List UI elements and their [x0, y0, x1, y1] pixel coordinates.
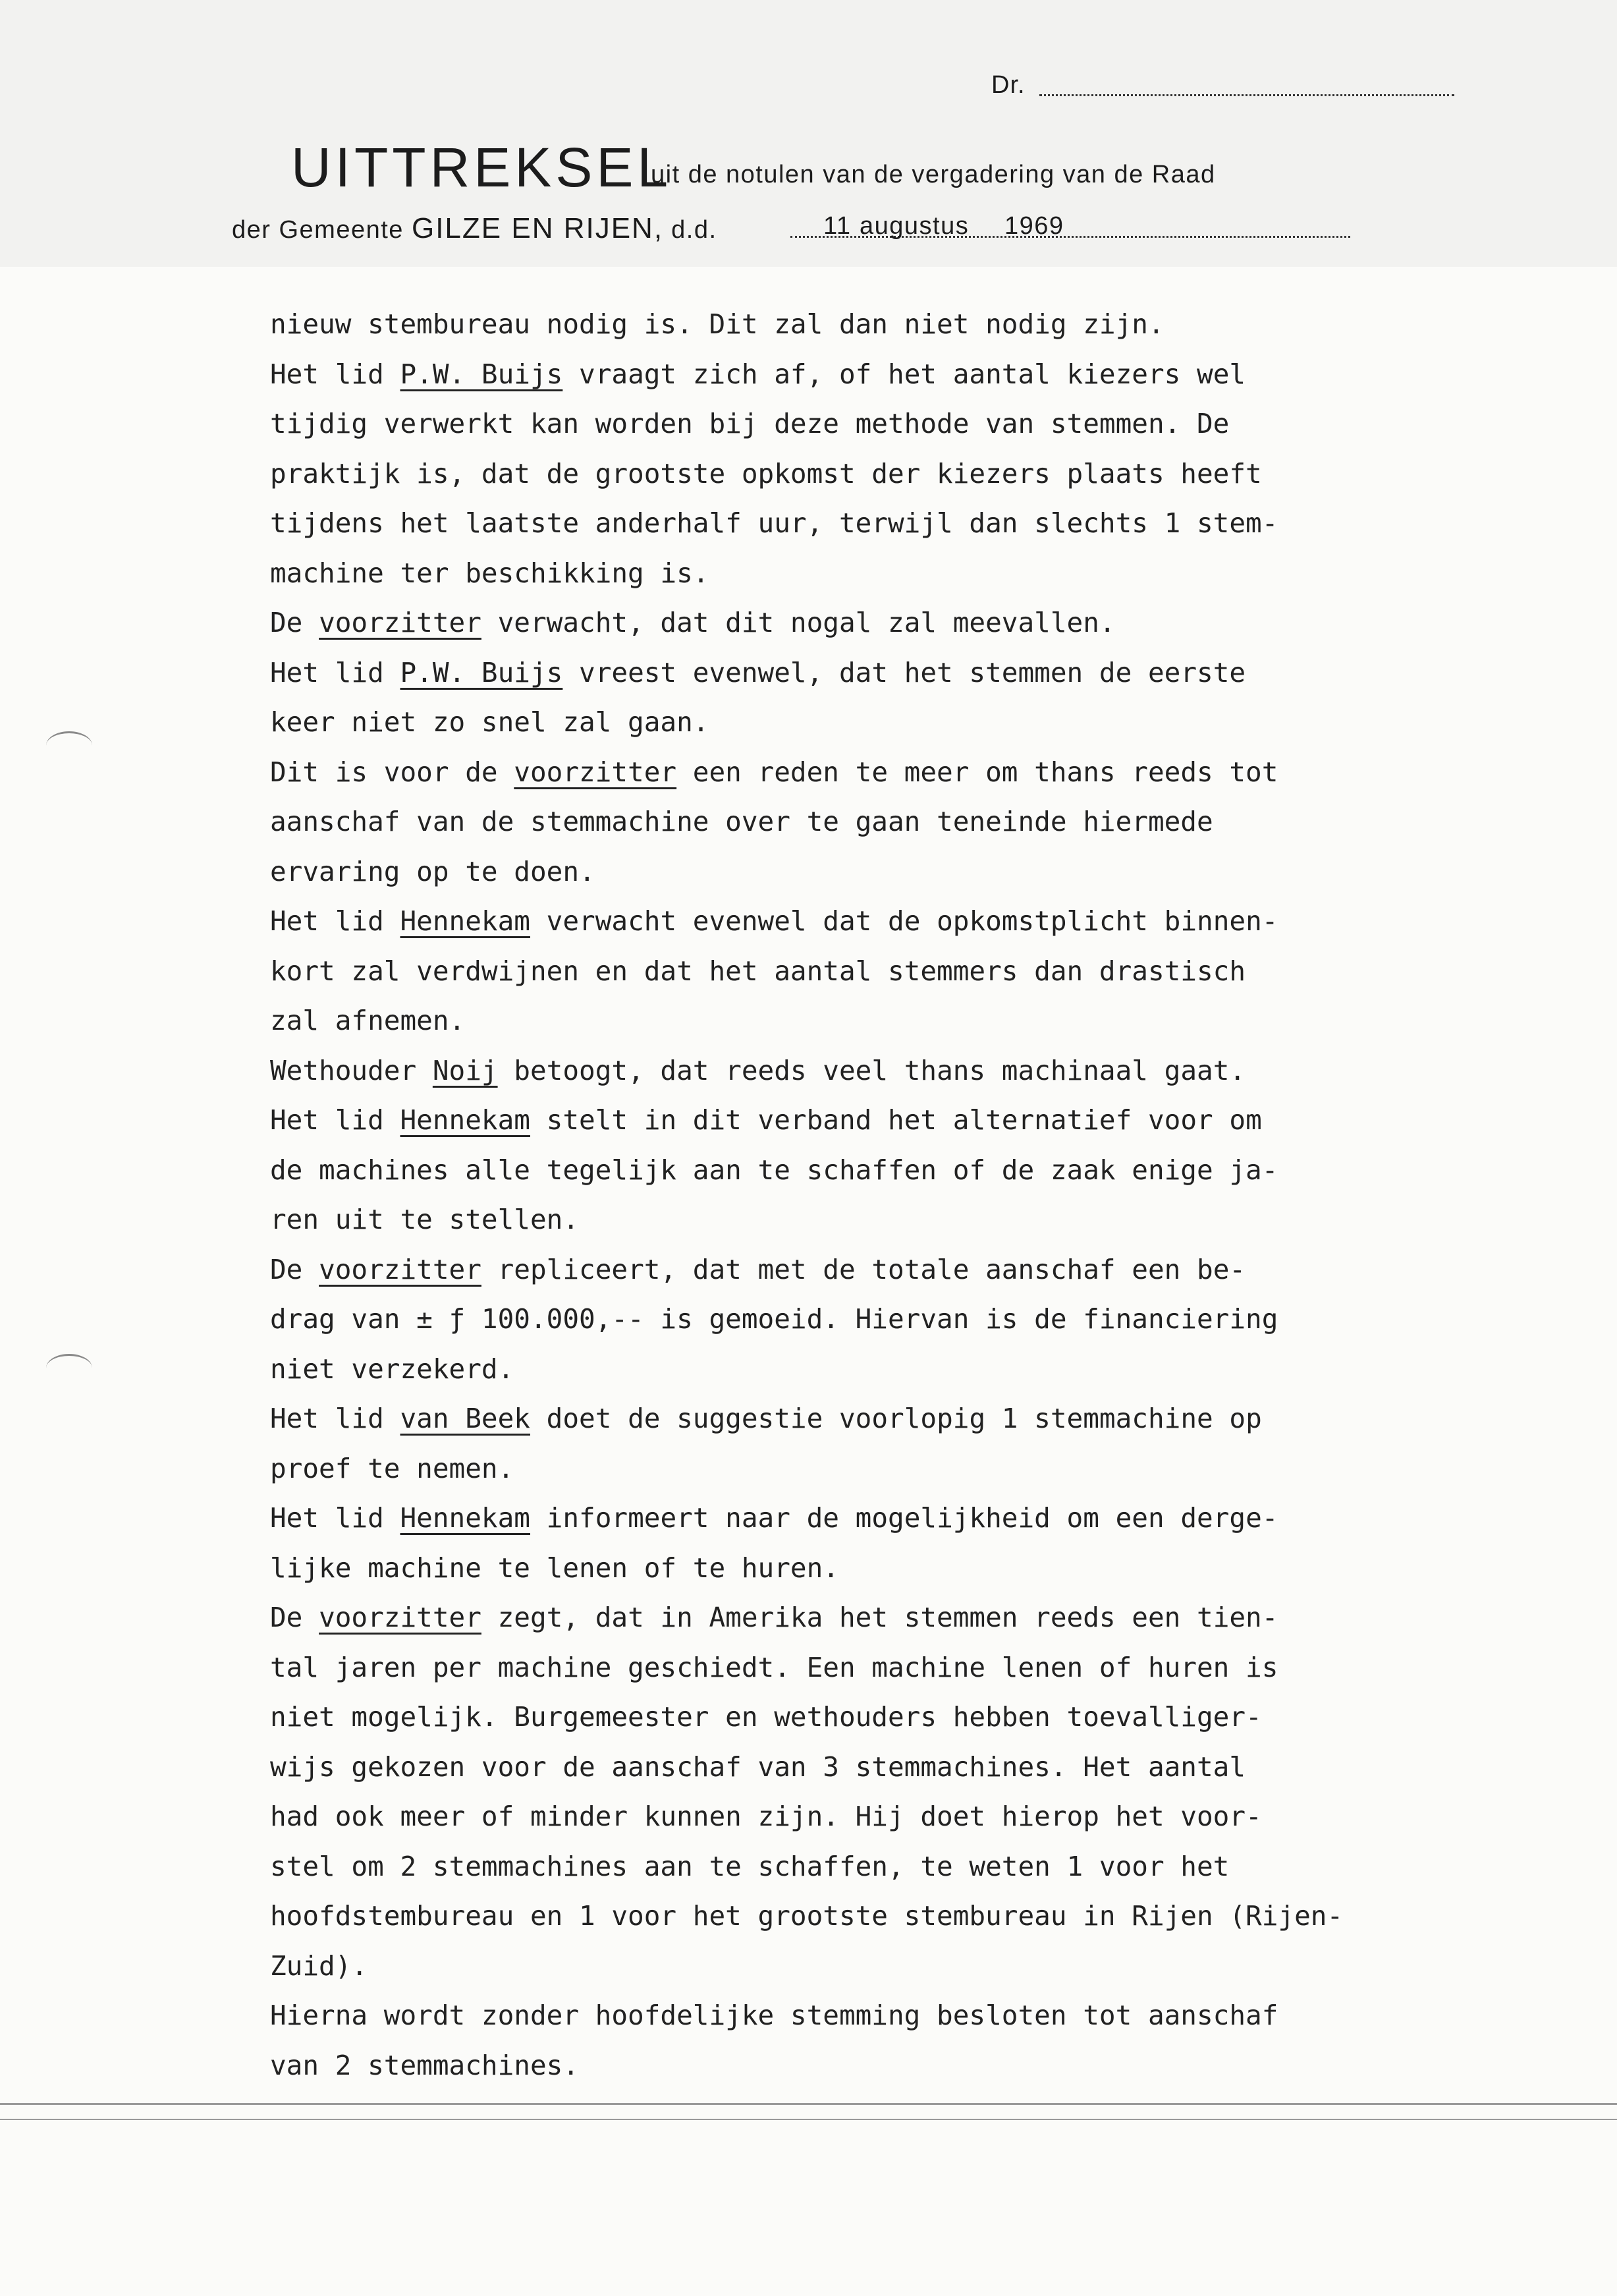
text-line [270, 449, 1456, 499]
text-segment: De [270, 607, 319, 638]
text-segment: Het lid [270, 656, 400, 688]
text-segment: vreest evenwel, dat het stemmen de eerste [562, 656, 1246, 688]
text-line [270, 1146, 1456, 1196]
text-line [270, 847, 1456, 897]
text-segment: stel om 2 stemmachines aan te schaffen, te weten 1 voor het [270, 1850, 1230, 1882]
text-segment: niet verzekerd. [270, 1353, 514, 1385]
speaker-name: Hennekam [400, 905, 530, 937]
text-line [270, 1444, 1456, 1494]
text-segment: drag van ± ƒ 100.000,-- is gemoeid. Hiervan is de financiering [270, 1303, 1278, 1335]
text-line [270, 1693, 1456, 1743]
text-line [270, 1394, 1456, 1444]
speaker-name: P.W. Buijs [400, 656, 563, 688]
dr-dotted-line [1039, 94, 1454, 96]
text-line [270, 648, 1456, 698]
text-segment: Het lid [270, 1104, 400, 1136]
text-segment: Wethouder [270, 1054, 433, 1086]
municipality-name: GILZE EN RIJEN, [411, 212, 664, 244]
text-line [270, 897, 1456, 947]
text-line [270, 1295, 1456, 1345]
text-segment: praktijk is, dat de grootste opkomst der kiezers plaats heeft [270, 457, 1262, 490]
title-subtext: uit de notulen van de vergadering van de Raad [651, 161, 1216, 188]
text-line [270, 598, 1456, 648]
text-segment: niet mogelijk. Burgemeester en wethouders hebben toevalliger- [270, 1701, 1262, 1733]
text-segment: aanschaf van de stemmachine over te gaan teneinde hiermede [270, 806, 1213, 837]
text-segment: had ook meer of minder kunnen zijn. Hij doet hierop het voor- [270, 1801, 1262, 1832]
text-line [270, 1743, 1456, 1793]
text-segment: tal jaren per machine geschiedt. Een machine lenen of huren is [270, 1651, 1278, 1683]
text-segment: vraagt zich af, of het aantal kiezers wel [562, 358, 1246, 390]
text-line [270, 1195, 1456, 1245]
date-year: 1969 [1004, 212, 1064, 240]
text-line [270, 1891, 1456, 1942]
text-segment: verwacht evenwel dat de opkomstplicht binnen- [530, 905, 1278, 937]
text-line [270, 748, 1456, 798]
date-month: augustus [860, 212, 970, 240]
municipality-prefix: der Gemeente [232, 216, 404, 244]
text-segment: van 2 stemmachines. [270, 2049, 579, 2081]
text-line [270, 1643, 1456, 1693]
text-segment: machine ter beschikking is. [270, 557, 709, 589]
text-line [270, 1345, 1456, 1395]
text-segment: ervaring op te doen. [270, 855, 595, 887]
speaker-name: van Beek [400, 1403, 530, 1434]
minutes-body [270, 300, 1456, 2090]
text-line [270, 499, 1456, 549]
text-line [270, 1096, 1456, 1146]
text-segment: stelt in dit verband het alternatief voor om [530, 1104, 1262, 1136]
text-segment: doet de suggestie voorlopig 1 stemmachine op [530, 1403, 1262, 1434]
text-segment: Zuid). [270, 1949, 368, 1982]
text-line [270, 996, 1456, 1046]
document-title: UITTREKSEL [291, 136, 672, 198]
text-segment: Dit is voor de [270, 756, 514, 788]
text-segment: hoofdstembureau en 1 voor het grootste stembureau in Rijen (Rijen- [270, 1900, 1344, 1932]
text-line [270, 399, 1456, 449]
text-line [270, 1842, 1456, 1892]
text-segment: lijke machine te lenen of te huren. [270, 1552, 839, 1584]
text-line [270, 1792, 1456, 1842]
text-segment: de machines alle tegelijk aan te schaffen of de zaak enige ja- [270, 1154, 1278, 1186]
text-segment: verwacht, dat dit nogal zal meevallen. [481, 607, 1116, 638]
speaker-name: voorzitter [319, 607, 481, 638]
text-line [270, 350, 1456, 400]
text-line [270, 1046, 1456, 1096]
text-segment: keer niet zo snel zal gaan. [270, 706, 709, 738]
text-segment: een reden te meer om thans reeds tot [676, 756, 1278, 788]
text-line [270, 2041, 1456, 2091]
text-segment: informeert naar de mogelijkheid om een derge- [530, 1502, 1278, 1534]
text-segment: Het lid [270, 358, 400, 390]
municipality-line [232, 212, 717, 245]
date-day: 11 [823, 212, 852, 240]
text-line [270, 1544, 1456, 1594]
meeting-date-field [790, 212, 1350, 238]
speaker-name: Hennekam [400, 1104, 530, 1136]
text-segment: ren uit te stellen. [270, 1204, 579, 1235]
text-segment: proef te nemen. [270, 1452, 514, 1484]
text-line [270, 1593, 1456, 1643]
text-segment: Hierna wordt zonder hoofdelijke stemming besloten tot aanschaf [270, 2000, 1278, 2031]
text-segment: betoogt, dat reeds veel thans machinaal gaat. [497, 1054, 1246, 1086]
text-segment: De [270, 1602, 319, 1633]
text-segment: Het lid [270, 1502, 400, 1534]
speaker-name: voorzitter [514, 756, 677, 788]
dr-label: Dr. [991, 71, 1026, 99]
text-segment: zal afnemen. [270, 1005, 466, 1036]
speaker-name: voorzitter [319, 1602, 481, 1633]
text-segment: De [270, 1253, 319, 1285]
bottom-rule [0, 2119, 1617, 2120]
text-segment: tijdig verwerkt kan worden bij deze methode van stemmen. De [270, 408, 1230, 439]
dd-label: d.d. [671, 216, 717, 244]
text-segment: nieuw stembureau nodig is. Dit zal dan niet nodig zijn. [270, 308, 1165, 340]
text-line [270, 1494, 1456, 1544]
letterhead [0, 0, 1617, 267]
text-segment: zegt, dat in Amerika het stemmen reeds een tien- [481, 1602, 1278, 1633]
text-segment: kort zal verdwijnen en dat het aantal stemmers dan drastisch [270, 955, 1246, 987]
text-line [270, 698, 1456, 748]
text-line [270, 1991, 1456, 2041]
text-line [270, 797, 1456, 847]
text-segment: wijs gekozen voor de aanschaf van 3 stemmachines. Het aantal [270, 1750, 1246, 1783]
text-segment: Het lid [270, 1403, 400, 1434]
speaker-name: Noij [432, 1054, 498, 1086]
text-line [270, 1942, 1456, 1992]
speaker-name: Hennekam [400, 1502, 530, 1534]
speaker-name: P.W. Buijs [400, 358, 563, 390]
text-line [270, 947, 1456, 997]
speaker-name: voorzitter [319, 1253, 481, 1285]
bottom-rule [0, 2103, 1617, 2105]
punch-hole-mark [46, 1354, 92, 1382]
text-segment: tijdens het laatste anderhalf uur, terwijl dan slechts 1 stem- [270, 507, 1278, 539]
text-line [270, 549, 1456, 599]
text-line [270, 300, 1456, 350]
text-segment: Het lid [270, 905, 400, 937]
text-segment: repliceert, dat met de totale aanschaf een be- [481, 1253, 1246, 1285]
text-line [270, 1245, 1456, 1295]
punch-hole-mark [46, 731, 92, 760]
